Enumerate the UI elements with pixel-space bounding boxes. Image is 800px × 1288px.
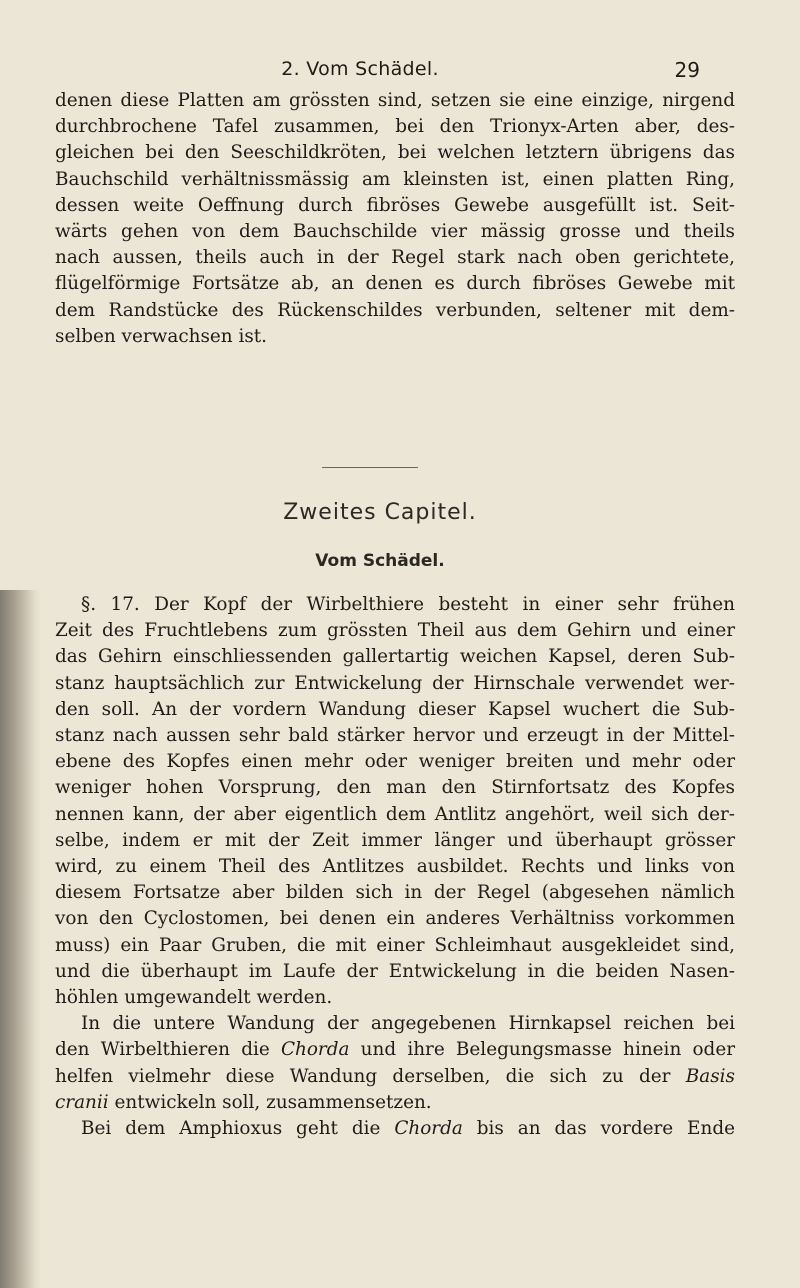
- text-run: Bei dem Amphioxus geht die: [81, 1118, 395, 1140]
- text-line: weniger hohen Vorsprung, den man den Stirnfortsatz des Kopfes: [55, 777, 735, 799]
- text-line: selben verwachsen ist.: [55, 325, 268, 347]
- text-run: und ihre Belegungsmasse hinein oder: [349, 1039, 735, 1061]
- text-line: stanz hauptsächlich zur Entwickelung der Hirnschale verwendet wer-: [55, 672, 735, 694]
- text-line: wird, zu einem Theil des Antlitzes ausbildet. Rechts und links von: [55, 856, 735, 878]
- text-line: das Gehirn einschliessenden gallertartig weichen Kapsel, deren Sub-: [55, 646, 735, 668]
- text-line: §. 17. Der Kopf der Wirbelthiere besteht in einer sehr frühen: [81, 594, 735, 615]
- text-line: ebene des Kopfes einen mehr oder weniger breiten und mehr oder: [55, 751, 735, 773]
- text-line: [55, 1064, 735, 1090]
- text-line: [55, 1116, 735, 1142]
- text-run: entwickeln soll, zusammensetzen.: [108, 1091, 432, 1113]
- text-line: [55, 1090, 735, 1116]
- text-line: [55, 1037, 735, 1063]
- text-line: nach aussen, theils auch in der Regel stark nach oben gerichtete,: [55, 247, 735, 269]
- text-line: muss) ein Paar Gruben, die mit einer Schleimhaut ausgekleidet sind,: [55, 934, 735, 956]
- section-divider: [322, 467, 418, 468]
- italic-term: cranii: [55, 1091, 109, 1113]
- text-run: In die untere Wandung der angegebenen Hirnkapsel reichen bei: [81, 1013, 735, 1035]
- page-gutter-shadow: [0, 590, 40, 1288]
- running-title: 2. Vom Schädel.: [281, 58, 439, 80]
- text-line: wärts gehen von dem Bauchschilde vier mässig grosse und theils: [55, 221, 735, 243]
- paragraph-section-17: [55, 592, 735, 1142]
- text-line: Bauchschild verhältnissmässig am kleinsten ist, einen platten Ring,: [55, 168, 735, 190]
- italic-term: Basis: [685, 1065, 735, 1087]
- text-line: selbe, indem er mit der Zeit immer länger und überhaupt grösser: [55, 829, 735, 851]
- text-line: dessen weite Oeffnung durch fibröses Gewebe ausgefüllt ist. Seit-: [55, 194, 735, 216]
- chapter-title: Zweites Capitel.: [283, 500, 477, 525]
- text-line: nennen kann, der aber eigentlich dem Antlitz angehört, weil sich der-: [55, 803, 735, 825]
- paragraph-intro: [55, 88, 735, 350]
- page-number: 29: [674, 58, 700, 82]
- text-line: den soll. An der vordern Wandung dieser Kapsel wuchert die Sub-: [55, 698, 735, 720]
- text-run: bis an das vordere Ende: [462, 1118, 735, 1140]
- text-line: dem Randstücke des Rückenschildes verbunden, seltener mit dem-: [55, 299, 735, 321]
- italic-term: Chorda: [394, 1118, 463, 1140]
- italic-term: Chorda: [280, 1039, 350, 1061]
- text-line: durchbrochene Tafel zusammen, bei den Trionyx-Arten aber, des-: [55, 116, 735, 138]
- text-line: diesem Fortsatze aber bilden sich in der Regel (abgesehen nämlich: [55, 882, 735, 904]
- section-title: Vom Schädel.: [315, 551, 445, 571]
- text-line: denen diese Platten am grössten sind, setzen sie eine einzige, nirgend: [55, 90, 735, 111]
- text-line: stanz nach aussen sehr bald stärker hervor und erzeugt in der Mittel-: [55, 725, 735, 747]
- text-line: flügelförmige Fortsätze ab, an denen es durch fibröses Gewebe mit: [55, 273, 735, 295]
- text-line: und die überhaupt im Laufe der Entwickelung in die beiden Nasen-: [55, 960, 735, 982]
- text-line: höhlen umgewandelt werden.: [55, 987, 333, 1009]
- text-run: den Wirbelthieren die: [55, 1039, 281, 1061]
- text-line: gleichen bei den Seeschildkröten, bei welchen letztern übrigens das: [55, 142, 735, 164]
- text-line: Zeit des Fruchtlebens zum grössten Theil aus dem Gehirn und einer: [55, 620, 735, 642]
- page-header: [0, 56, 800, 86]
- text-run: helfen vielmehr diese Wandung derselben, die sich zu der: [55, 1065, 686, 1087]
- text-line: von den Cyclostomen, bei denen ein anderes Verhältniss vorkommen: [55, 908, 735, 930]
- text-line: [55, 1011, 735, 1037]
